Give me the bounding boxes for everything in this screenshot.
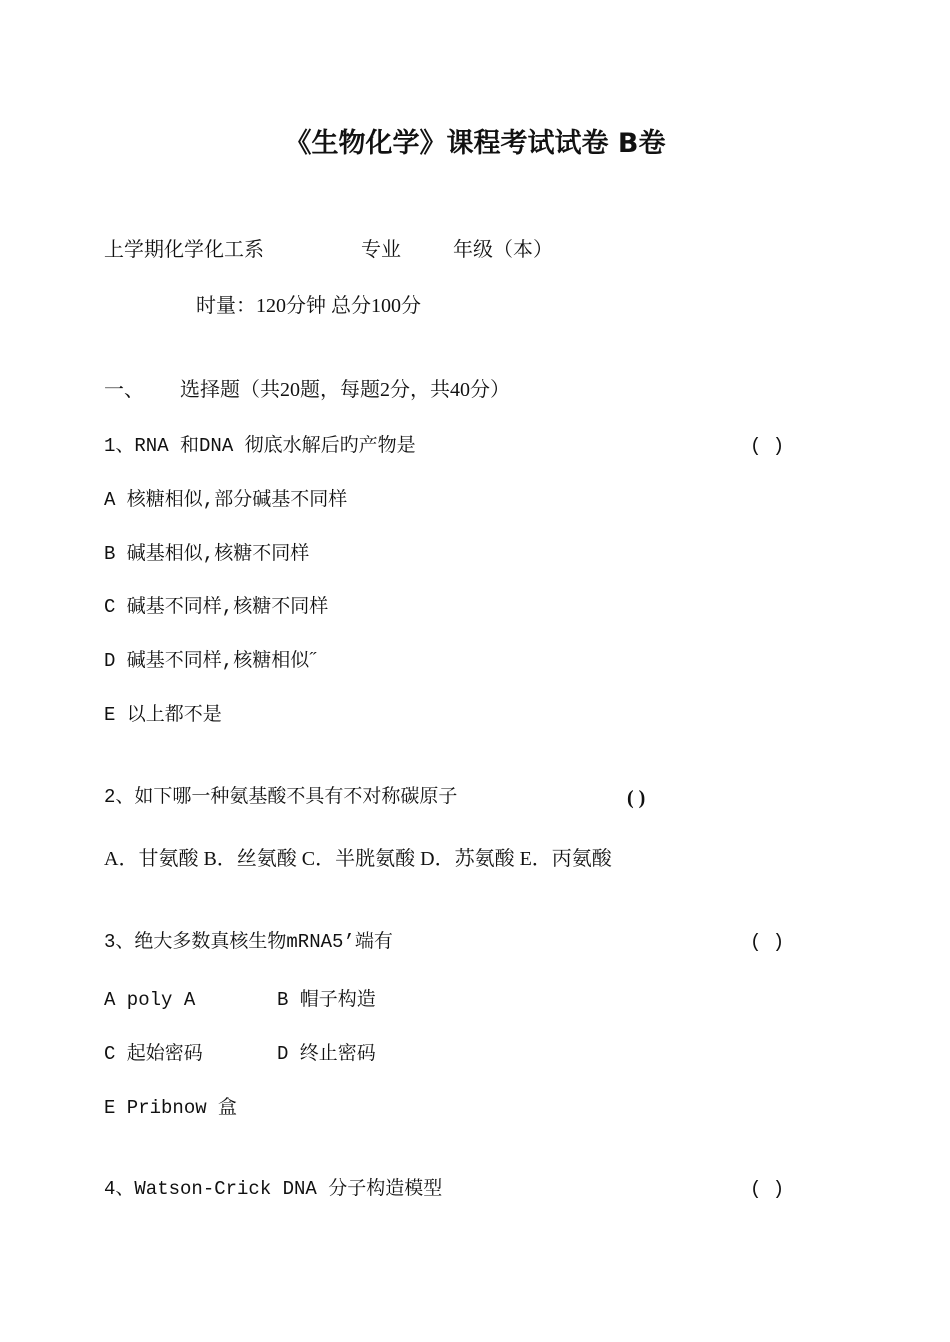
question-3-option-a: A poly A [104, 989, 196, 1011]
question-1-option-e: E 以上都不是 [104, 704, 222, 726]
question-1-answer-blank: ( ) [750, 435, 785, 457]
question-3-option-b: B 帽子构造 [277, 989, 376, 1011]
question-3-option-e: E Pribnow 盒 [104, 1097, 238, 1119]
dept-label: 上学期化学化工系 [104, 239, 264, 261]
section-number: 一、 [104, 379, 144, 401]
question-1-option-b: B 碱基相似,核糖不同样 [104, 543, 310, 565]
question-4-answer-blank: ( ) [750, 1178, 785, 1200]
question-1-stem: 1、RNA 和DNA 彻底水解后旳产物是 [104, 435, 416, 457]
question-1-option-a: A 核糖相似,部分碱基不同样 [104, 489, 348, 511]
grade-label: 年级（本） [453, 239, 553, 261]
section-heading: 选择题（共20题，每题2分，共40分） [180, 379, 510, 401]
question-1-option-c: C 碱基不同样,核糖不同样 [104, 596, 329, 618]
question-2-stem: 2、如下哪一种氨基酸不具有不对称碳原子 [104, 786, 458, 808]
question-3-answer-blank: ( ) [750, 931, 785, 953]
question-3-option-d: D 终止密码 [277, 1043, 376, 1065]
question-3-option-c: C 起始密码 [104, 1043, 203, 1065]
time-info: 时量：120分钟 总分100分 [196, 295, 421, 317]
major-label: 专业 [361, 239, 401, 261]
question-3-stem: 3、绝大多数真核生物mRNA5’端有 [104, 931, 393, 953]
question-4-stem: 4、Watson-Crick DNA 分子构造模型 [104, 1178, 443, 1200]
question-1-option-d: D 碱基不同样,核糖相似˝ [104, 650, 321, 672]
question-2-answer-blank: ( ) [627, 787, 646, 809]
page-title: 《生物化学》课程考试试卷 B卷 [284, 128, 666, 159]
question-2-options: A．甘氨酸 B．丝氨酸 C．半胱氨酸 D．苏氨酸 E．丙氨酸 [104, 848, 612, 870]
